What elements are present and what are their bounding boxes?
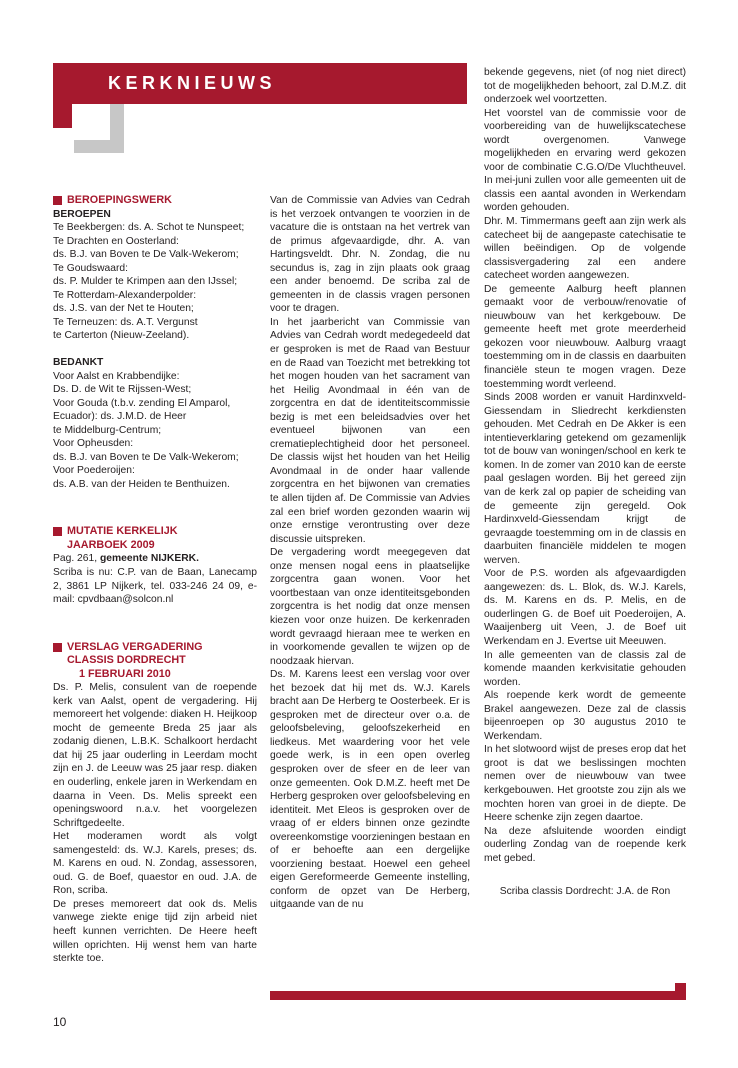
list-item: Ecuador): ds. J.M.D. de Heer: [53, 411, 187, 423]
paragraph: In het jaarbericht van Commissie van Advies van Cedrah wordt medegedeeld dat er gesproken is met de Raad van Bestuur en de Raad van Toezicht met betrekking tot het mogen houden van het sacrament van het Heilig Avondmaal in één van de zorgcentra en dat de identiteitscommissie bezig is met een beleidsadvies over het eventueel bijwonen van een crematieplechtigheid door het personeel. De classis wijst het houden van het Heilig Avondmaal in de onder haar vallende zorgcentra en het bijwonen van crematies te allen tijden af. De Commissie van Advies zal een brief worden gezonden waarin wij onze ernstige verontrusting over deze discussie uitspreken.: [270, 316, 470, 545]
section-square-icon: [53, 643, 62, 652]
subheading-bedankt: BEDANKT: [53, 356, 104, 368]
paragraph: Als roepende kerk wordt de gemeente Brakel aangewezen. Deze zal de classis bijeenroepen op 30 augustus 2010 te Werkendam.: [484, 690, 686, 742]
list-item: Voor Poederoijen:: [53, 465, 135, 477]
paragraph: In alle gemeenten van de classis zal de komende maanden kerkvisitatie gehouden worden.: [484, 649, 686, 688]
paragraph: Ds. M. Karens leest een verslag voor over het bezoek dat hij met ds. W.J. Karels bracht aan De Herberg te Oosterbeek. Er is gesproken met de directeur over o.a. de geloofsbeleving, geloofszekerheid en liedkeus. Met waardering voor het vele goede werk, is in een open overleg gesproken over de sfeer en de leer van onze gemeenten. Ook D.M.Z. heeft met De Herberg gesproken over geloofsbeleving en identiteit. Met Eleos is gesproken over de vraag of er elders binnen onze gezindte overeenkomstige voorzieningen bestaan en of er behoefte aan een dergelijke voorziening bestaat. Hoewel een geheel eigen Gereformeerde Gemeente instelling, conform de opzet van De Herberg, uitgaande van de nu: [270, 669, 470, 911]
signature: Scriba classis Dordrecht: J.A. de Ron: [499, 886, 671, 898]
column-middle: [270, 194, 470, 912]
footer-rule: [270, 991, 686, 1000]
list-item: te Carterton (Nieuw-Zeeland).: [53, 330, 190, 342]
section-square-icon: [53, 196, 62, 205]
mutatie-text: Scriba is nu: C.P. van de Baan, Lanecamp 2, 3861 LP Nijkerk, tel. 033-246 24 09, e-mail: cpvdbaan@solcon.nl: [53, 566, 257, 606]
page-title: KERKNIEUWS: [108, 73, 277, 93]
section-heading-beroepingswerk: BEROEPINGSWERK: [53, 194, 257, 208]
paragraph: De gemeente Aalburg heeft plannen gemaakt voor de verbouw/renovatie of nieuwbouw van het kerkgebouw. De gemeente heeft met grote meerderheid gekozen voor nieuwbouw. Aalburg vraagt toestemming om in de classis en daarbuiten financiële steun te mogen vragen. Deze toestemming wordt verleend.: [484, 283, 686, 390]
paragraph: Het moderamen wordt als volgt samengesteld: ds. W.J. Karels, preses; ds. M. Karens en oud. N. Zondag, assessoren, oud. G. de Boef, quaestor en oud. J.A. de Ron, scriba.: [53, 831, 257, 897]
column-right: [484, 66, 686, 899]
list-item: Te Rotterdam-Alexanderpolder:: [53, 289, 197, 301]
column-left: [53, 194, 257, 966]
paragraph: De vergadering wordt meegegeven dat onze mensen nogal eens in plaatselijke zorgcentra gaan wonen. Voor het voortbestaan van onze identiteitsgebonden zorgcentra is het nodig dat onze mensen kiezen voor onze huizen. De kerkenraden wordt gevraagd hieraan mee te werken en in voorkomende gevallen te wijzen op de noodzaak hiervan.: [270, 547, 470, 667]
list-item: ds. B.J. van Boven te De Valk-Wekerom;: [53, 249, 239, 261]
list-item: Te Beekbergen: ds. A. Schot te Nunspeet;: [53, 222, 245, 234]
paragraph: Voor de P.S. worden als afgevaardigden aangewezen: ds. L. Blok, ds. W.J. Karels, ds. M. Karens en ds. P. Melis, en de ouderlingen G. de Boef uit Poederoijen, A. Waaijenberg uit Veen, J. de Boef uit Werkendam en J. Evertse uit Meeuwen.: [484, 568, 686, 647]
list-item: Voor Aalst en Krabbendijke:: [53, 370, 180, 382]
list-item: ds. A.B. van der Heiden te Benthuizen.: [53, 478, 230, 490]
paragraph: bekende gegevens, niet (of nog niet direct) tot de mogelijkheden behoort, zal D.M.Z. dit onderzoek wel voortzetten.: [484, 67, 686, 106]
paragraph: Na deze afsluitende woorden eindigt ouderling Zondag van de roepende kerk met gebed.: [484, 825, 686, 864]
mutatie-pag: Pag. 261, gemeente NIJKERK.: [53, 553, 199, 565]
header-stub: [53, 104, 72, 128]
subheading-beroepen: BEROEPEN: [53, 208, 111, 220]
list-item: ds. J.S. van der Net te Houten;: [53, 303, 194, 315]
paragraph: Van de Commissie van Advies van Cedrah is het verzoek ontvangen te voorzien in de vacature die is ontstaan na het vertrek van de primus afgevaardigde, dhr. A. van Hartingsveldt. Dhr. N. Zondag, die nu secundus is, zag in zijn plaats ook graag een ander benoemd. De scriba zal de gemeenten in de classis vragen personen voor te dragen.: [270, 195, 470, 315]
list-item: Ds. D. de Wit te Rijssen-West;: [53, 384, 192, 396]
list-item: Voor Gouda (t.b.v. zending El Amparol,: [53, 397, 231, 409]
section-heading-verslag: VERSLAG VERGADERING CLASSIS DORDRECHT 1 FEBRUARI 2010: [53, 641, 257, 682]
footer-rule-tick: [675, 983, 686, 1000]
list-item: Te Drachten en Oosterland:: [53, 235, 179, 247]
list-item: ds. B.J. van Boven te De Valk-Wekerom;: [53, 451, 239, 463]
list-item: te Middelburg-Centrum;: [53, 424, 162, 436]
page-number: 10: [53, 1015, 67, 1029]
paragraph: De preses memoreert dat ook ds. Melis vanwege ziekte enige tijd zijn arbeid niet heeft kunnen verrichten. De Heere heeft willen oprichten. Hij wenst hem van harte sterkte toe.: [53, 898, 257, 965]
list-item: Voor Opheusden:: [53, 438, 134, 450]
list-item: ds. P. Mulder te Krimpen aan den IJssel;: [53, 276, 238, 288]
paragraph: Ds. P. Melis, consulent van de roepende kerk van Aalst, opent de vergadering. Hij memoreert het volgende: diaken H. Heijkoop mocht de gemeente Breda 25 jaar als zodanig dienen, L.B.K. Schalkoort herdacht dat hij 25 jaar ouderling in Leerdam mocht zijn en J. de Leeuw was 25 jaar resp. diaken en ouderling, enkele jaren in Werkendam en daarna in Veen. Ds. Melis spreekt een openingswoord n.a.v. het voorgelezen Schriftgedeelte.: [53, 682, 257, 829]
section-heading-mutatie: MUTATIE KERKELIJK JAARBOEK 2009: [53, 525, 257, 552]
paragraph: Dhr. M. Timmermans geeft aan zijn werk als catecheet bij de aangepaste catechisatie te willen beëindigen. Op de volgende classisvergadering zal een andere catecheet worden aangewezen.: [484, 216, 686, 282]
list-item: Te Terneuzen: ds. A.T. Vergunst: [53, 316, 198, 328]
paragraph: Het voorstel van de commissie voor de voorbereiding van de huwelijkscatechese wordt overgenomen. Vanwege mogelijkheden en ervaring werd gekozen voor de combinatie C.G.O/De Vluchtheuvel. In mei-juni zullen voor alle gemeenten uit de classis een aantal avonden in Werkendam worden gehouden.: [484, 107, 686, 214]
paragraph: In het slotwoord wijst de preses erop dat het groot is dat we beslissingen mochten nemen over de nieuwbouw van twee kerkgebouwen. Het grootste zou zijn als we mochten horen van groei in de diepte. De Heere schenke zijn zegen daartoe.: [484, 744, 686, 824]
list-item: Te Goudswaard:: [53, 262, 128, 274]
paragraph: Sinds 2008 worden er vanuit Hardinxveld-Giessendam in Sliedrecht kerkdiensten gehouden. Met Cedrah en De Akker is een intentieverklaring getekend om gezamenlijk tot de bouw van woningen/school en kerk te komen. In de zomer van 2010 kan de eerste paal geslagen worden. Bij het gereed zijn van de kerk zal op papier de scheiding van de gemeente zijn geregeld. Ook Hardinxveld-Giessendam krijgt de gevraagde toestemming om in de classis en daarbuiten financiële middelen te mogen werven.: [484, 392, 686, 566]
section-square-icon: [53, 527, 62, 536]
